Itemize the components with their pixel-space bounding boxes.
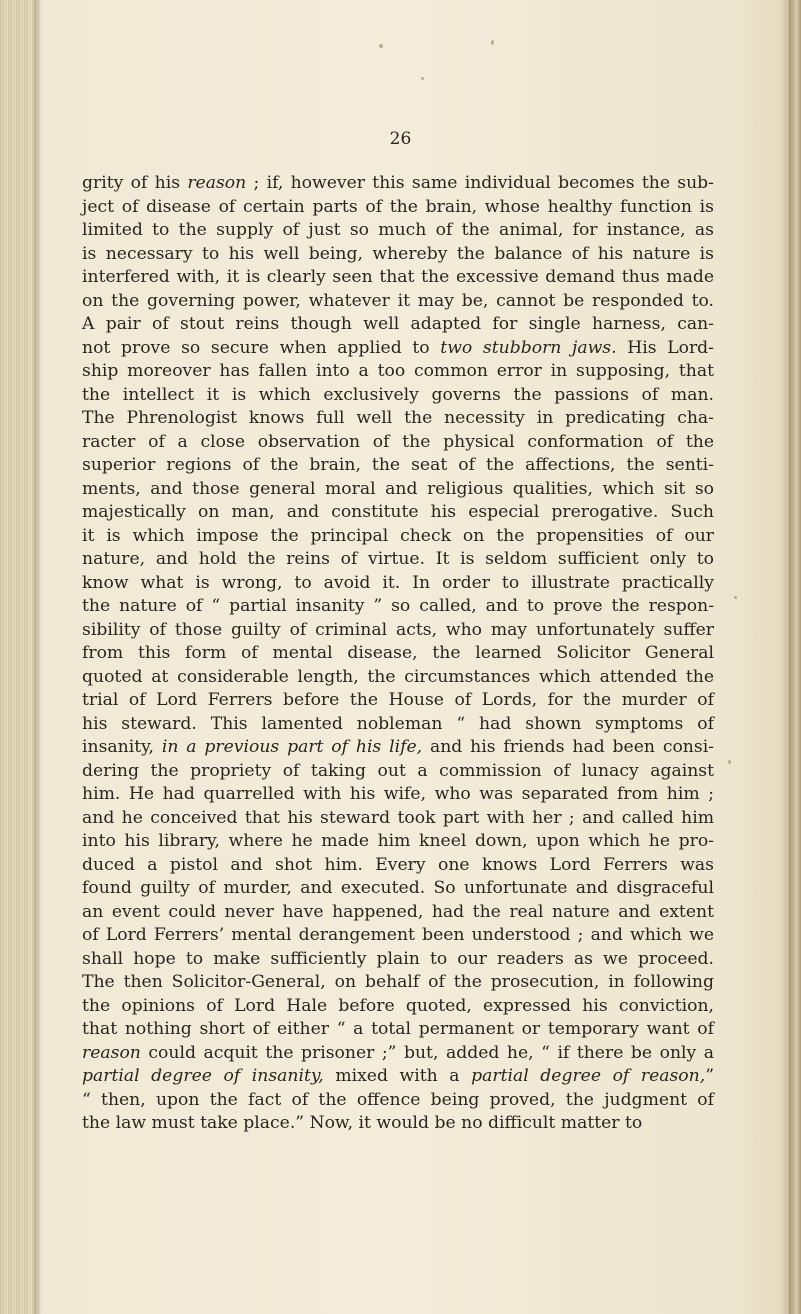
text-run: dering the propriety of taking out a commission of lunacy against [82,760,714,781]
text-run: into his library, where he made him kneel down, upon which he pro- [82,831,714,851]
italic-text: in a previous part of his life, [161,737,423,757]
text-run: ments, and those general moral and religious qualities, which sit so [82,478,714,499]
text-run: could acquit the prisoner ;” but, added he, “ if there be only a [140,1042,714,1063]
text-line [82,501,714,525]
text-run: duced a pistol and shot him. Every one knows Lord Ferrers was [82,854,714,875]
text-run: insanity, [82,737,162,757]
text-run: sibility of those guilty of criminal acts, who may unfortunately suffer [82,619,714,640]
text-line [82,595,714,619]
body-text [82,172,714,1136]
text-run: that nothing short of either “ a total permanent or temporary want of [82,1019,714,1039]
page-number: 26 [389,129,412,149]
text-run: the intellect it is which exclusively governs the passions of man. [82,384,714,405]
text-line [82,736,714,760]
text-run: and his friends had been consi- [422,737,714,757]
binding-edge [0,0,40,1314]
text-line [82,1065,714,1089]
text-line [82,666,714,690]
italic-text: two stubborn jaws. [440,337,617,358]
text-line [82,219,714,243]
text-run: mixed with a [323,1066,472,1086]
paper-speck [379,44,383,48]
text-line [82,807,714,831]
text-run: know what is wrong, to avoid it. In order to illustrate practically [82,572,714,593]
text-line [82,266,714,290]
text-run: majestically on man, and constitute his especial prerogative. Such [82,502,714,522]
text-line [82,431,714,455]
text-run: interfered with, it is clearly seen that the excessive demand thus made [82,267,714,287]
text-line [82,783,714,807]
text-line [82,407,714,431]
text-run: ; if, however this same individual becomes the sub- [246,173,714,193]
text-run: His Lord- [616,337,714,358]
paper-speck [728,760,731,764]
paper-speck [421,77,424,80]
text-run: not prove so secure when applied to [82,337,441,358]
text-line [82,642,714,666]
text-run: ship moreover has fallen into a too common error in supposing, that [82,361,714,381]
text-line [82,196,714,220]
text-run: him. He had quarrelled with his wife, who was separated from him ; [82,784,714,804]
text-run: grity of his [82,173,188,193]
paper-speck [491,40,494,45]
text-line [82,854,714,878]
text-run: of Lord Ferrers’ mental derangement been understood ; and which we [82,925,714,945]
text-line [82,971,714,995]
text-line [82,995,714,1019]
text-line [82,337,714,361]
text-run: shall hope to make sufficiently plain to our readers as we proceed. [82,948,714,969]
text-run: it is which impose the principal check on the propensities of our [82,525,714,546]
text-line [82,830,714,854]
page-fore-edge [779,0,801,1314]
text-line [82,948,714,972]
text-line [82,572,714,596]
text-line [82,360,714,384]
text-line [82,313,714,337]
text-run: limited to the supply of just so much of the animal, for instance, as [82,220,714,240]
italic-text: partial degree of reason, [471,1066,706,1086]
text-run: his steward. This lamented nobleman “ had shown symptoms of [82,713,714,734]
text-run: “ then, upon the fact of the offence being proved, the judgment of [82,1089,714,1110]
text-run: quoted at considerable length, the circumstances which attended the [82,666,714,687]
text-line [82,290,714,314]
text-line [82,478,714,502]
text-line [82,1018,714,1042]
text-line [82,713,714,737]
text-run: racter of a close observation of the physical conformation of the [82,431,714,452]
text-run: The then Solicitor-General, on behalf of the prosecution, in following [82,972,714,992]
text-run: the nature of “ partial insanity ” so called, and to prove the respon- [82,596,714,616]
text-run: ” [705,1066,714,1086]
text-line [82,689,714,713]
text-run: ject of disease of certain parts of the brain, whose healthy function is [82,196,714,217]
text-line [82,619,714,643]
text-line [82,243,714,267]
text-line [82,901,714,925]
text-line [82,172,714,196]
text-run: The Phrenologist knows full well the necessity in predicating cha- [82,408,714,428]
text-line [82,454,714,478]
italic-text: partial degree of insanity, [82,1066,324,1086]
text-run: trial of Lord Ferrers before the House of Lords, for the murder of [82,690,714,710]
text-line [82,760,714,784]
text-run: and he conceived that his steward took part with her ; and called him [82,807,714,828]
italic-text: reason [187,173,247,193]
text-line [82,548,714,572]
text-run: found guilty of murder, and executed. So unfortunate and disgraceful [82,878,714,898]
text-run: A pair of stout reins though well adapted for single harness, can- [82,314,714,334]
text-run: on the governing power, whatever it may be, cannot be responded to. [82,290,714,311]
text-run: from this form of mental disease, the learned Solicitor General [82,643,714,663]
text-run: nature, and hold the reins of virtue. It is seldom sufficient only to [82,549,714,569]
text-line [82,384,714,408]
text-line [82,1112,714,1136]
text-line [82,924,714,948]
text-line [82,1089,714,1113]
text-run: superior regions of the brain, the seat of the affections, the senti- [82,455,714,475]
text-run: the law must take place.” Now, it would be no difficult matter to [82,1113,643,1133]
italic-text: reason [82,1042,141,1063]
text-line [82,1042,714,1066]
text-run: an event could never have happened, had the real nature and extent [82,901,714,922]
text-run: the opinions of Lord Hale before quoted, expressed his conviction, [82,995,714,1016]
text-line [82,877,714,901]
paper-speck [734,596,737,599]
text-line [82,525,714,549]
text-run: is necessary to his well being, whereby the balance of his nature is [82,243,714,264]
